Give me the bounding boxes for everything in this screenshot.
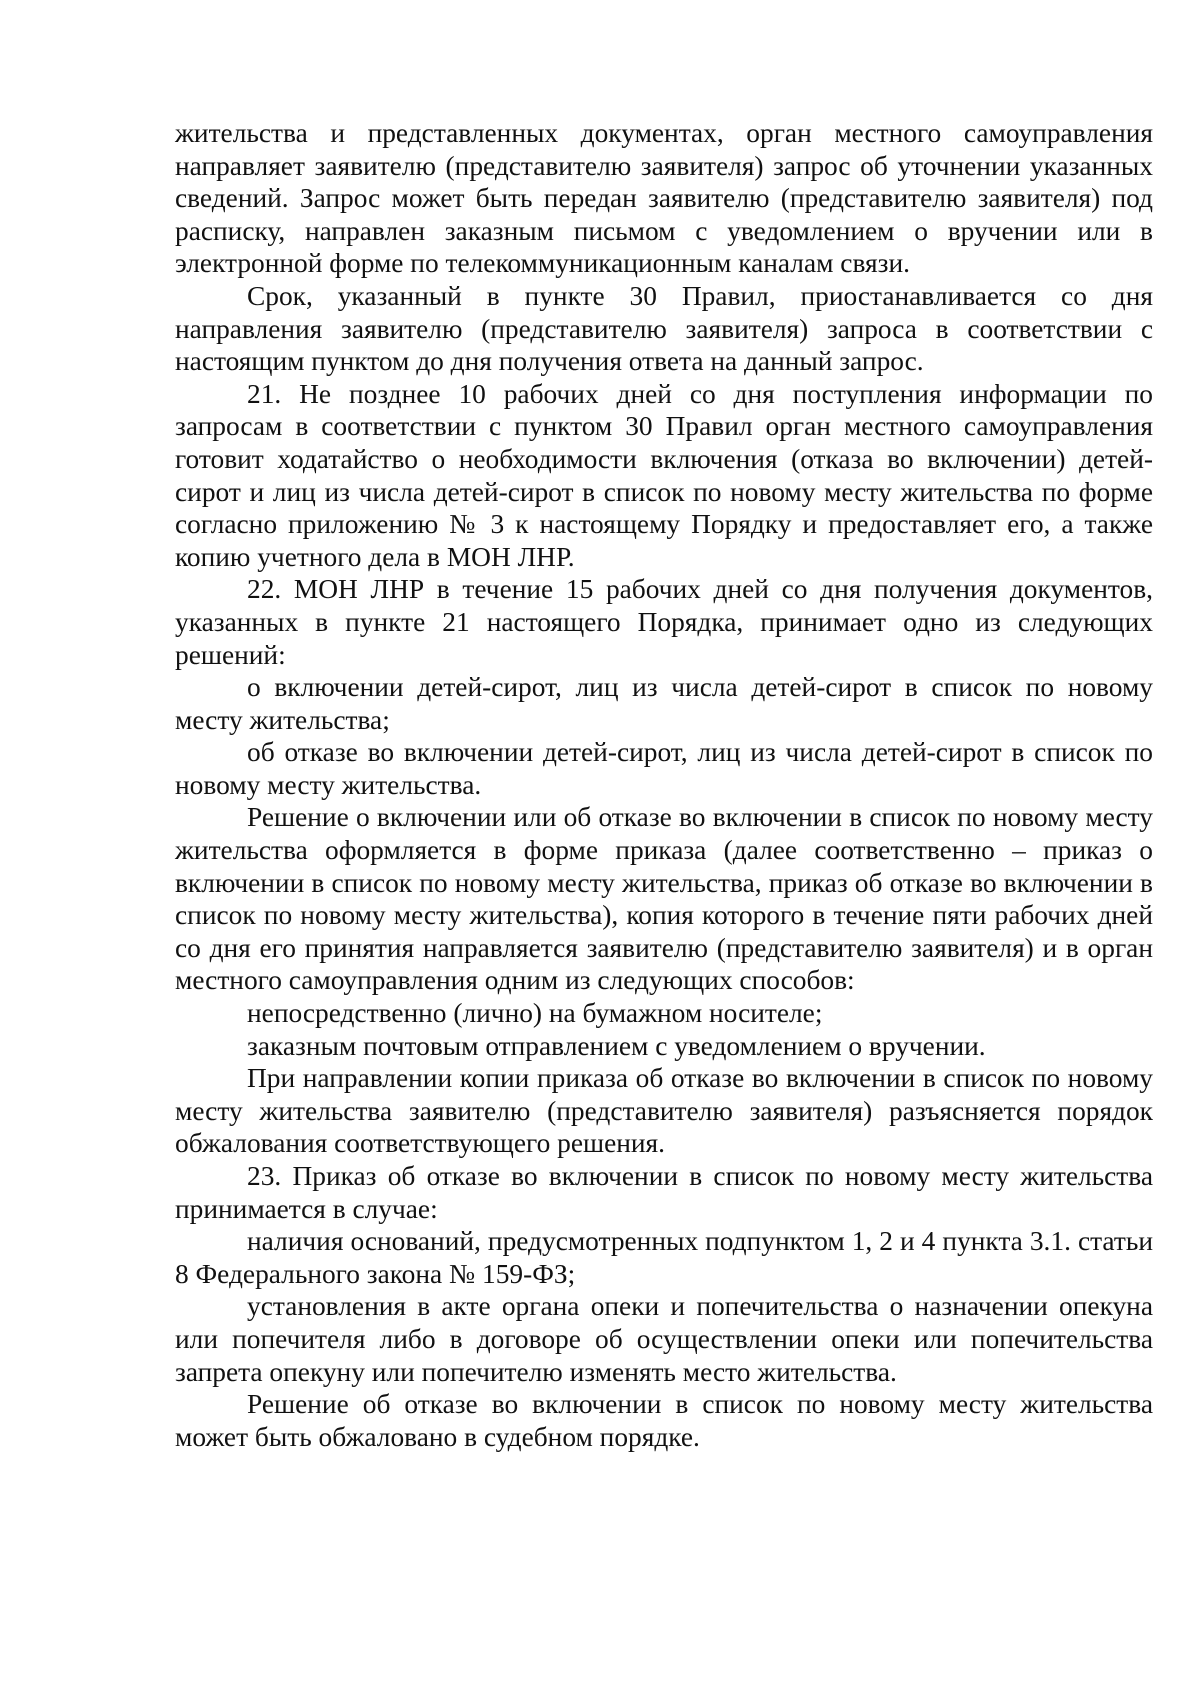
paragraph-method-direct: непосредственно (лично) на бумажном носителе; <box>247 998 823 1029</box>
paragraph-decision-refusal: об отказе во включении детей-сирот, лиц из числа детей-сирот в список по новому месту жительства. <box>175 737 1153 800</box>
paragraph-item-21: 21. Не позднее 10 рабочих дней со дня поступления информации по запросам в соответствии с пунктом 30 Правил орган местного самоуправления готовит ходатайство о необходимости включения (отказа во включении) детей-сирот и лиц из числа детей-сирот в список по новому месту жительства по форме согласно приложению № 3 к настоящему Порядку и предоставляет его, а также копию учетного дела в МОН ЛНР. <box>175 378 1153 572</box>
document-body <box>175 117 1153 1453</box>
paragraph-appeal-explanation: При направлении копии приказа об отказе во включении в список по новому месту жительства заявителю (представителю заявителя) разъясняется порядок обжалования соответствующего решения. <box>175 1063 1153 1159</box>
paragraph-decision-inclusion: о включении детей-сирот, лиц из числа детей-сирот в список по новому месту жительства; <box>175 672 1153 735</box>
paragraph-ground-law: наличия оснований, предусмотренных подпунктом 1, 2 и 4 пункта 3.1. статьи 8 Федерального закона № 159-ФЗ; <box>175 1226 1153 1289</box>
paragraph-court-appeal: Решение об отказе во включении в список по новому месту жительства может быть обжаловано в судебном порядке. <box>175 1389 1153 1452</box>
paragraph-method-mail: заказным почтовым отправлением с уведомлением о вручении. <box>247 1030 986 1061</box>
paragraph-decision-order: Решение о включении или об отказе во включении в список по новому месту жительства оформляется в форме приказа (далее соответственно – приказ о включении в список по новому месту жительства, приказ об отказе во включении в список по новому месту жительства), копия которого в течение пяти рабочих дней со дня его принятия направляется заявителю (представителю заявителя) и в орган местного самоуправления одним из следующих способов: <box>175 802 1153 996</box>
paragraph-ground-guardianship: установления в акте органа опеки и попечительства о назначении опекуна или попечителя либо в договоре об осуществлении опеки или попечительства запрета опекуну или попечителю изменять место жительства. <box>175 1291 1153 1387</box>
paragraph-item-22: 22. МОН ЛНР в течение 15 рабочих дней со дня получения документов, указанных в пункте 21 настоящего Порядка, принимает одно из следующих решений: <box>175 574 1153 670</box>
paragraph-item-23: 23. Приказ об отказе во включении в список по новому месту жительства принимается в случае: <box>175 1161 1153 1224</box>
paragraph-term-suspension: Срок, указанный в пункте 30 Правил, приостанавливается со дня направления заявителю (представителю заявителя) запроса в соответствии с настоящим пунктом до дня получения ответа на данный запрос. <box>175 280 1153 377</box>
paragraph-continuation: жительства и представленных документах, орган местного самоуправления направляет заявителю (представителю заявителя) запрос об уточнении указанных сведений. Запрос может быть передан заявителю (представителю заявителя) под расписку, направлен заказным письмом с уведомлением о вручении или в электронной форме по телекоммуникационным каналам связи. <box>175 118 1153 279</box>
